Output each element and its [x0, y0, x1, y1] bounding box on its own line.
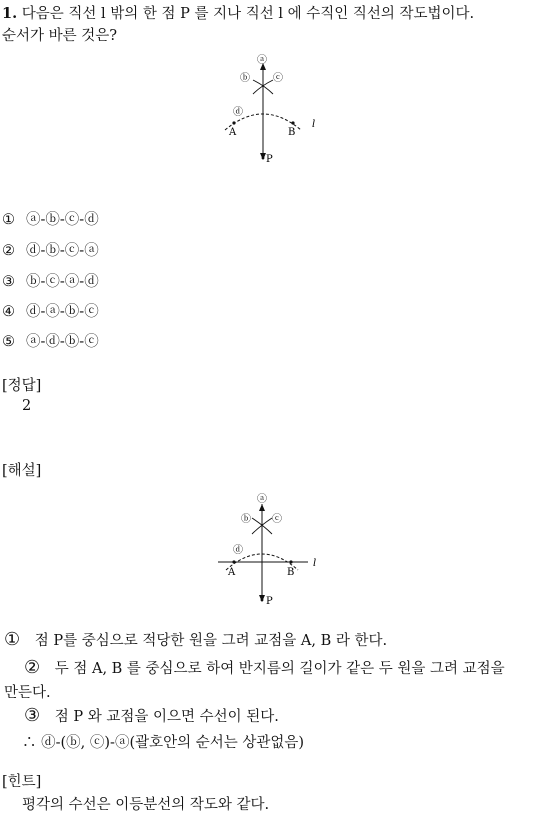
explanation-step-1: [4, 629, 387, 650]
option-4-mark: ④: [2, 304, 15, 320]
answer-heading: [정답]: [2, 378, 42, 394]
label-a-step: ⓐ: [257, 55, 267, 66]
explanation-step-2-cont: 만든다.: [4, 685, 51, 701]
hint-text: 평각의 수선은 이등분선의 작도와 같다.: [22, 797, 270, 813]
option-2-mark: ②: [2, 243, 15, 259]
step-2-mark: ②: [24, 657, 41, 678]
question-text: 다음은 직선 l 밖의 한 점 P 를 지나 직선 l 에 수직인 직선의 작도법이다.: [21, 6, 475, 22]
label-b-step: ⓑ: [241, 514, 251, 525]
option-5-text: ⓐ-ⓓ-ⓑ-ⓒ: [26, 334, 99, 350]
option-2[interactable]: [2, 239, 99, 260]
label-point-p: P: [266, 154, 273, 165]
option-1-text: ⓐ-ⓑ-ⓒ-ⓓ: [26, 212, 99, 228]
option-5-mark: ⑤: [2, 334, 15, 350]
construction-figure-1: [215, 50, 325, 168]
explanation-heading: [해설]: [2, 463, 42, 479]
point-p-dot: [261, 599, 264, 602]
point-b-dot: [289, 560, 292, 563]
point-p-dot: [262, 157, 265, 160]
label-a-step: ⓐ: [257, 494, 267, 505]
question-line-2: 순서가 바른 것은?: [2, 28, 118, 44]
label-point-p: P: [266, 596, 273, 607]
step-3-mark: ③: [24, 705, 41, 726]
explanation-step-2: [24, 657, 505, 678]
point-a-dot: [232, 560, 235, 563]
label-point-a: A: [229, 127, 237, 138]
option-4-text: ⓓ-ⓐ-ⓑ-ⓒ: [26, 304, 99, 320]
option-1-mark: ①: [2, 212, 15, 228]
question-number: 1.: [2, 5, 18, 22]
label-c-step: ⓒ: [272, 514, 282, 525]
option-1[interactable]: [2, 208, 99, 229]
hint-heading: [힌트]: [2, 774, 42, 790]
label-b-step: ⓑ: [240, 73, 250, 84]
question-line-1: [2, 2, 474, 23]
explanation-conclusion: ∴ ⓓ-(ⓑ, ⓒ)-ⓐ(괄호안의 순서는 상관없음): [22, 735, 305, 751]
option-3[interactable]: [2, 270, 99, 291]
label-line-l: l: [313, 558, 317, 569]
construction-figure-2: [214, 490, 326, 610]
step-1-text: 점 P를 중심으로 적당한 원을 그려 교점을 A, B 라 한다.: [34, 633, 388, 649]
label-point-b: B: [287, 567, 295, 578]
label-line-l: l: [312, 119, 316, 130]
option-5[interactable]: [2, 330, 99, 351]
explanation-step-3: [24, 705, 279, 726]
option-3-text: ⓑ-ⓒ-ⓐ-ⓓ: [26, 274, 99, 290]
label-point-b: B: [288, 127, 296, 138]
option-2-text: ⓓ-ⓑ-ⓒ-ⓐ: [26, 243, 99, 259]
arrow-up-icon: [259, 504, 265, 511]
label-c-step: ⓒ: [273, 73, 283, 84]
point-a-dot: [232, 121, 235, 124]
step-1-mark: ①: [4, 629, 21, 650]
option-3-mark: ③: [2, 274, 15, 290]
label-d-step: ⓓ: [233, 107, 243, 118]
label-point-a: A: [228, 567, 236, 578]
label-d-step: ⓓ: [233, 545, 243, 556]
point-b-dot: [291, 121, 294, 124]
step-2-text: 두 점 A, B 를 중심으로 하여 반지름의 길이가 같은 두 원을 그려 교점을: [54, 661, 505, 677]
option-4[interactable]: [2, 300, 99, 321]
step-3-text: 점 P 와 교점을 이으면 수선이 된다.: [54, 709, 279, 725]
answer-value: 2: [22, 398, 32, 414]
